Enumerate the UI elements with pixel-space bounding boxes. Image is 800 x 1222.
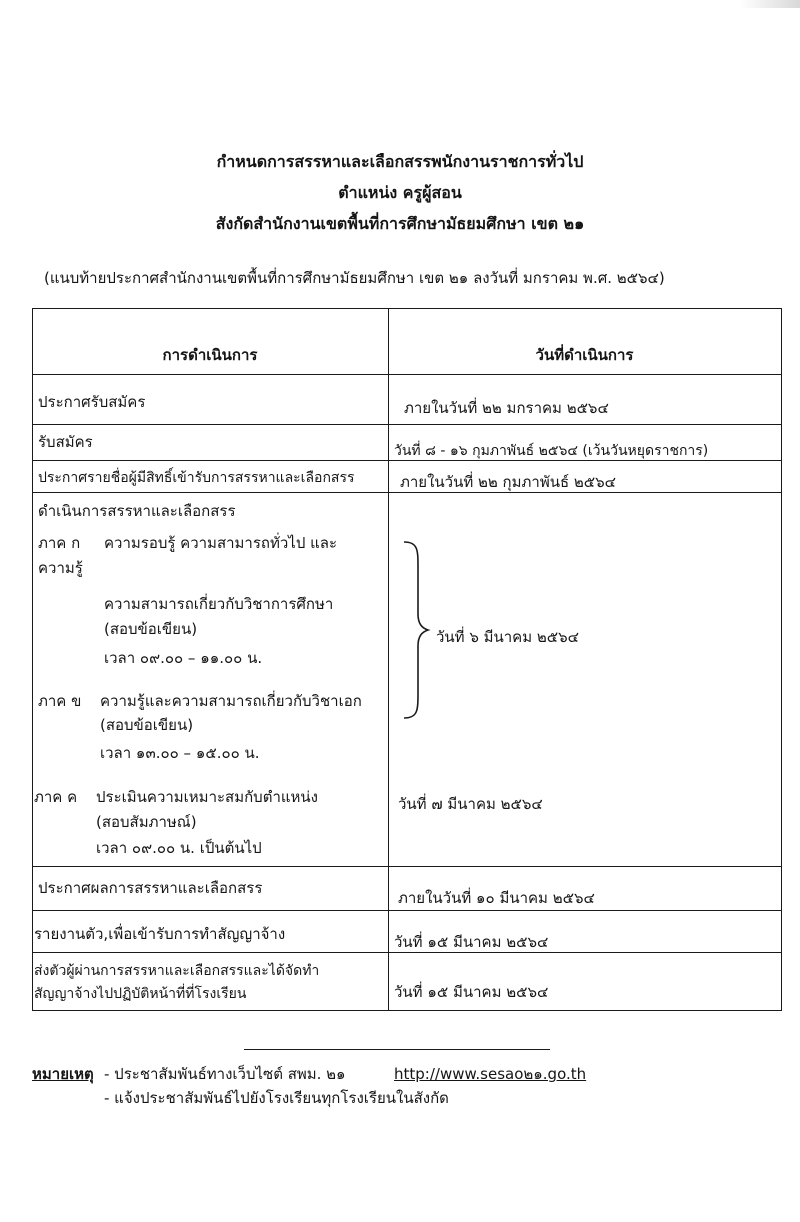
part-a-description: ความรอบรู้ ความสามารถทั่วไป และ xyxy=(104,534,338,552)
table-row-date: ภายในวันที่ ๑๐ มีนาคม ๒๕๖๔ xyxy=(398,889,595,907)
document-title: กำหนดการสรรหาและเลือกสรรพนักงานราชการทั่วไป xyxy=(216,152,584,171)
table-row-action: ส่งตัวผู้ผ่านการสรรหาและเลือกสรรและได้จัดทำ xyxy=(34,963,320,979)
annex-note: (แนบท้ายประกาศสำนักงานเขตพื้นที่การศึกษามัธยมศึกษา เขต ๒๑ ลงวันที่ มกราคม พ.ศ. ๒๕๖๔) xyxy=(44,269,665,287)
note-item: - แจ้งประชาสัมพันธ์ไปยังโรงเรียนทุกโรงเรียนในสังกัด xyxy=(104,1089,449,1107)
brace-icon xyxy=(398,538,432,722)
exam-date-ab: วันที่ ๖ มีนาคม ๒๕๖๔ xyxy=(436,628,579,646)
part-c-method: (สอบสัมภาษณ์) xyxy=(96,813,197,831)
part-c-description: ประเมินความเหมาะสมกับตำแหน่ง xyxy=(96,788,318,806)
part-a-subject: ความสามารถเกี่ยวกับวิชาการศึกษา xyxy=(104,595,334,613)
table-row-date: ภายในวันที่ ๒๒ มกราคม ๒๕๖๔ xyxy=(404,399,609,417)
table-row-action: รายงานตัว,เพื่อเข้ารับการทำสัญญาจ้าง xyxy=(34,925,286,943)
part-b-description: ความรู้และความสามารถเกี่ยวกับวิชาเอก xyxy=(100,692,362,710)
part-a-description: ความรู้ xyxy=(38,559,83,577)
part-a-time: เวลา ๐๙.๐๐ – ๑๑.๐๐ น. xyxy=(104,649,263,667)
exam-date-c: วันที่ ๗ มีนาคม ๒๕๖๔ xyxy=(398,795,543,813)
table-row-action: รับสมัคร xyxy=(38,433,93,451)
part-a-method: (สอบข้อเขียน) xyxy=(104,620,198,638)
part-c-time: เวลา ๐๙.๐๐ น. เป็นต้นไป xyxy=(96,839,262,857)
part-b-label: ภาค ข xyxy=(38,692,82,710)
column-header-date: วันที่ดำเนินการ xyxy=(535,346,634,364)
table-row-date: วันที่ ๑๕ มีนาคม ๒๕๖๔ xyxy=(394,983,549,1001)
table-row-date: ภายในวันที่ ๒๒ กุมภาพันธ์ ๒๕๖๔ xyxy=(400,473,617,491)
part-a-label: ภาค ก xyxy=(38,534,81,552)
column-header-action: การดำเนินการ xyxy=(162,346,258,364)
scan-artifact xyxy=(740,0,800,8)
table-row-action: สัญญาจ้างไปปฏิบัติหน้าที่ที่โรงเรียน xyxy=(34,986,247,1002)
note-item: - ประชาสัมพันธ์ทางเว็บไซต์ สพม. ๒๑ xyxy=(104,1065,346,1083)
separator-line xyxy=(244,1049,550,1050)
table-row-date: วันที่ ๘ - ๑๖ กุมภาพันธ์ ๒๕๖๔ (เว้นวันหยุดราชการ) xyxy=(394,443,709,459)
table-row-date: วันที่ ๑๕ มีนาคม ๒๕๖๔ xyxy=(394,933,549,951)
table-row-action: ประกาศรับสมัคร xyxy=(38,393,146,411)
exam-title: ดำเนินการสรรหาและเลือกสรร xyxy=(38,502,236,520)
website-link[interactable]: http://www.sesao๒๑.go.th xyxy=(394,1065,587,1083)
table-row-action: ประกาศผลการสรรหาและเลือกสรร xyxy=(38,879,263,897)
part-b-time: เวลา ๑๓.๐๐ – ๑๕.๐๐ น. xyxy=(100,744,260,762)
part-c-label: ภาค ค xyxy=(34,788,78,806)
note-label: หมายเหตุ xyxy=(32,1065,94,1083)
agency-title: สังกัดสำนักงานเขตพื้นที่การศึกษามัธยมศึกษา เขต ๒๑ xyxy=(215,214,585,233)
table-row-action: ประกาศรายชื่อผู้มีสิทธิ์เข้ารับการสรรหาและเลือกสรร xyxy=(38,470,355,486)
part-b-method: (สอบข้อเขียน) xyxy=(100,716,194,734)
position-title: ตำแหน่ง ครูผู้สอน xyxy=(338,183,462,202)
